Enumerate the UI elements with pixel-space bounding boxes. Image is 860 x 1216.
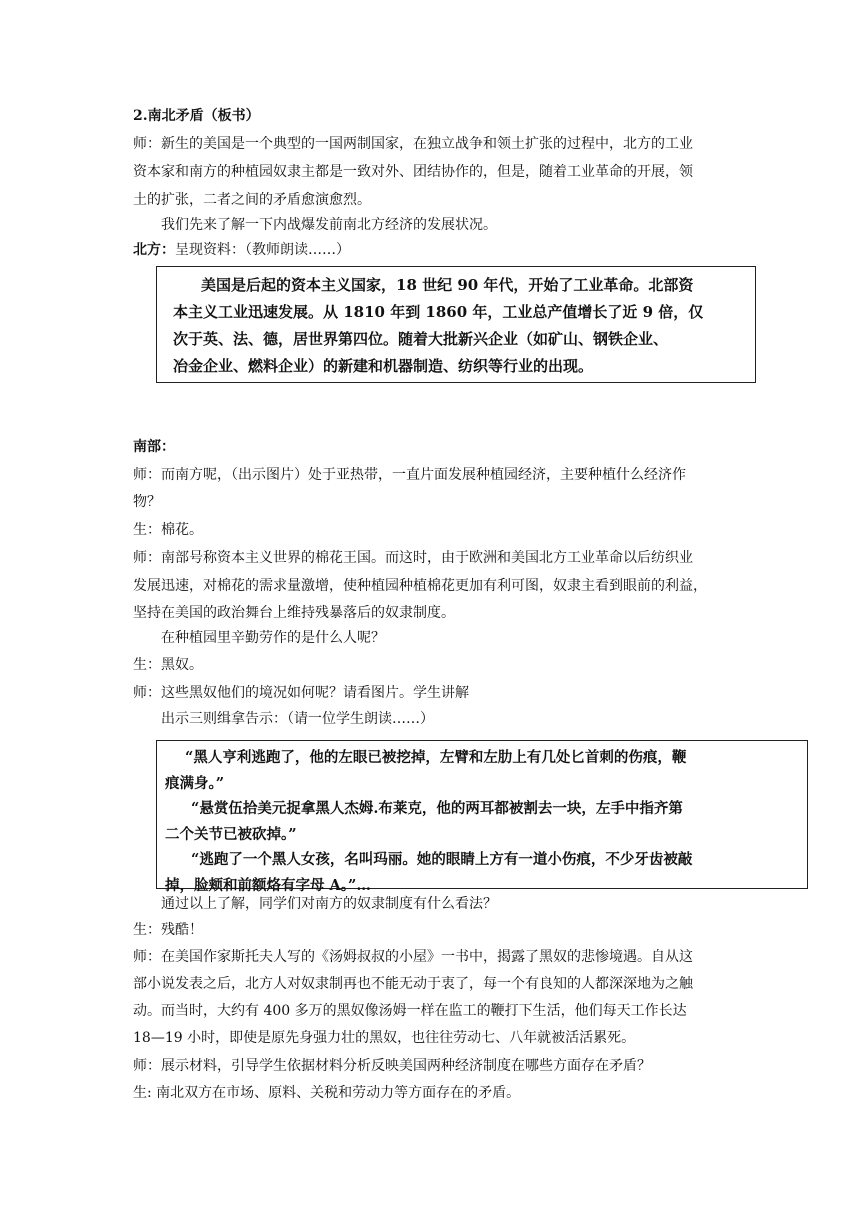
- after-line: 18—19 小时，即使是原先身强力壮的黑奴，也往往劳动七、八年就被活活累死。: [133, 1030, 636, 1046]
- intro-line: 资本家和南方的种植园奴隶主都是一致对外、团结协作的，但是，随着工业革命的开展，领: [133, 164, 693, 180]
- notice-line: “逃跑了一个黑人女孩，名叫玛丽。她的眼睛上方有一道小伤痕，不少牙齿被敲: [191, 851, 693, 868]
- south-line: 坚持在美国的政治舞台上维持残暴落后的奴隶制度。: [133, 605, 455, 621]
- north-text: 呈现资料：（教师朗读……）: [175, 242, 350, 258]
- notice-line: 二个关节已被砍掉。”: [165, 825, 297, 843]
- south-line: 物？: [133, 494, 161, 510]
- south-answer: 生：黑奴。: [133, 657, 203, 673]
- north-box-line: 本主义工业迅速发展。从 1810 年到 1860 年，工业总产值增长了近 9 倍，仅: [173, 303, 704, 321]
- north-line: [133, 240, 743, 260]
- wanted-notice-box: [156, 740, 808, 894]
- south-line: 生：棉花。: [133, 522, 203, 538]
- notice-line: “黑人亨利逃跑了，他的左眼已被挖掉，左臂和左肋上有几处匕首刺的伤痕，鞭: [185, 749, 687, 766]
- south-line: 发展迅速，对棉花的需求量激增，使种植园种植棉花更加有利可图，奴隶主看到眼前的利益，: [133, 578, 707, 594]
- intro-line: 土的扩张，二者之间的矛盾愈演愈烈。: [133, 192, 371, 208]
- after-line: 部小说发表之后，北方人对奴隶制再也不能无动于衷了，每一个有良知的人都深深地为之触: [133, 976, 693, 992]
- notice-line: “悬赏伍拾美元捉拿黑人杰姆.布莱克，他的两耳都被割去一块，左手中指齐第: [191, 800, 683, 817]
- south-label: 南部：: [133, 439, 175, 455]
- north-box-line: 次于英、法、德，居世界第四位。随着大批新兴企业（如矿山、钢铁企业、: [173, 330, 669, 348]
- notice-line: 掉，脸颊和前额烙有字母 A。”…: [165, 876, 371, 894]
- south-line: 师：而南方呢，（出示图片）处于亚热带，一直片面发展种植园经济，主要种植什么经济作: [133, 467, 686, 483]
- north-box-line: 冶金企业、燃料企业）的新建和机器制造、纺织等行业的出现。: [173, 357, 594, 375]
- intro-line: 师：新生的美国是一个典型的一国两制国家，在独立战争和领土扩张的过程中，北方的工业: [133, 136, 693, 152]
- north-box-line: 美国是后起的资本主义国家，18 世纪 90 年代，开始了工业革命。北部资: [201, 276, 694, 294]
- after-line: 生：残酷！: [133, 922, 203, 938]
- intro-indented-line: 我们先来了解一下内战爆发前南北方经济的发展状况。: [161, 217, 497, 233]
- section-heading: 2.南北矛盾（板书）: [133, 108, 260, 124]
- after-line: 师：展示材料，引导学生依据材料分析反映美国两种经济制度在哪些方面存在矛盾？: [133, 1058, 651, 1074]
- notice-intro: 出示三则缉拿告示：（请一位学生朗读……）: [161, 711, 434, 727]
- south-teacher-line: 师：这些黑奴他们的境况如何呢？请看图片。学生讲解: [133, 685, 469, 701]
- south-question: 在种植园里辛勤劳作的是什么人呢？: [161, 630, 385, 646]
- after-line: 生: 南北双方在市场、原料、关税和劳动力等方面存在的矛盾。: [133, 1085, 521, 1101]
- south-line: 师：南部号称资本主义世界的棉花王国。而这时，由于欧洲和美国北方工业革命以后纺织业: [133, 550, 693, 566]
- after-line: 师：在美国作家斯托夫人写的《汤姆叔叔的小屋》一书中，揭露了黑奴的悲惨境遇。自从这: [133, 949, 693, 965]
- notice-line: 痕满身。”: [165, 774, 225, 792]
- north-label: 北方：: [133, 242, 175, 258]
- after-indented-line: 通过以上了解，同学们对南方的奴隶制度有什么看法？: [161, 896, 497, 912]
- north-material-box: [156, 266, 756, 383]
- after-line: 动。而当时，大约有 400 多万的黑奴像汤姆一样在监工的鞭打下生活，他们每天工作长达: [133, 1003, 687, 1019]
